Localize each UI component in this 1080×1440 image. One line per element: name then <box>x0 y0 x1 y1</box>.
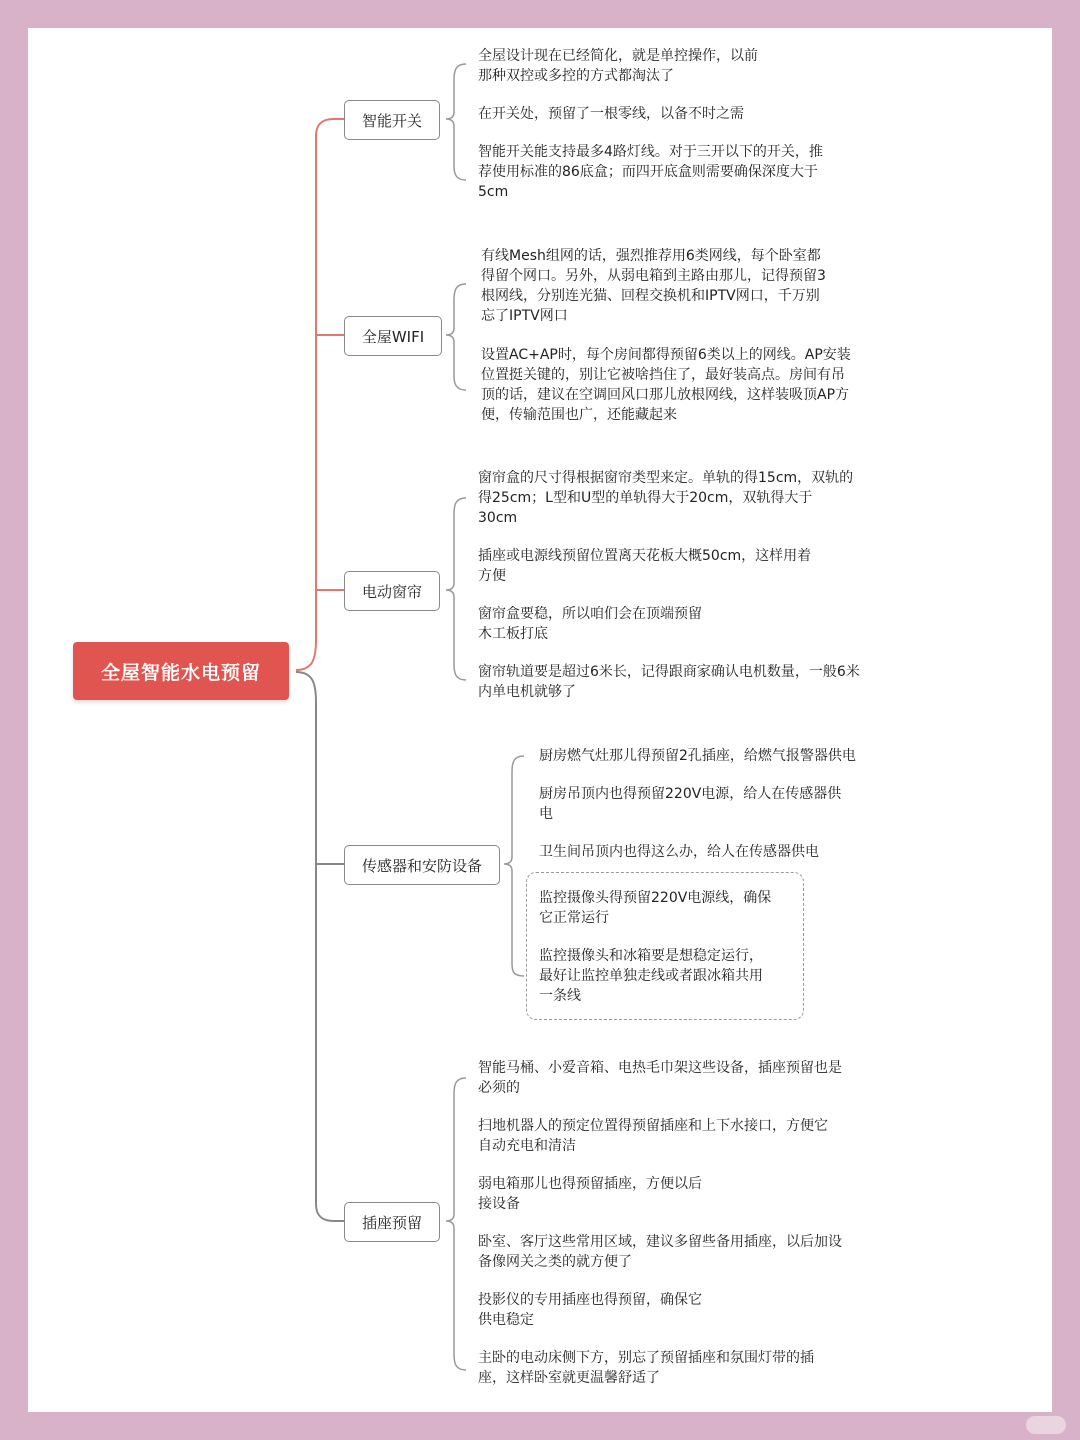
leaf-item: 投影仪的专用插座也得预留，确保它 供电稳定 <box>478 1292 702 1328</box>
leaf-item: 主卧的电动床侧下方，别忘了预留插座和氛围灯带的插 座，这样卧室就更温馨舒适了 <box>478 1350 814 1386</box>
leaf-item: 全屋设计现在已经简化，就是单控操作，以前 那种双控或多控的方式都淘汰了 <box>478 48 758 84</box>
leaf-item: 有线Mesh组网的话，强烈推荐用6类网线，每个卧室都 得留个网口。另外，从弱电箱到主路由那儿，记得预留3 根网线，分别连光猫、回程交换机和IPTV网口，千万别 忘了IPTV网口 <box>481 248 826 324</box>
leaf-item: 智能马桶、小爱音箱、电热毛巾架这些设备，插座预留也是 必须的 <box>478 1060 842 1096</box>
bracket-socket <box>446 1078 466 1370</box>
bracket-sensor <box>504 756 524 976</box>
leaf-item: 厨房燃气灶那儿得预留2孔插座，给燃气报警器供电 <box>539 748 856 764</box>
branch-sensors-security[interactable]: 传感器和安防设备 <box>344 845 500 885</box>
leaf-item: 厨房吊顶内也得预留220V电源，给人在传感器供 电 <box>539 786 842 822</box>
leaf-item: 窗帘盒要稳，所以咱们会在顶端预留 木工板打底 <box>478 606 702 642</box>
leaf-item: 扫地机器人的预定位置得预留插座和上下水接口，方便它 自动充电和清洁 <box>478 1118 828 1154</box>
bracket-wifi <box>446 284 466 390</box>
leaf-item: 设置AC+AP时，每个房间都得预留6类以上的网线。AP安装 位置挺关键的，别让它被啥挡住了，最好装高点。房间有吊 顶的话，建议在空调回风口那儿放根网线，这样装吸顶AP方 便，传输范围也广，还能藏起来 <box>481 347 851 423</box>
root-node[interactable]: 全屋智能水电预留 <box>73 642 289 700</box>
leaf-item: 弱电箱那儿也得预留插座，方便以后 接设备 <box>478 1176 702 1212</box>
watermark-badge <box>1026 1416 1066 1434</box>
leaf-item: 窗帘盒的尺寸得根据窗帘类型来定。单轨的得15cm，双轨的 得25cm；L型和U型的单轨得大于20cm，双轨得大于 30cm <box>478 470 854 526</box>
leaf-item: 在开关处，预留了一根零线，以备不时之需 <box>478 106 744 122</box>
branch-smart-switch[interactable]: 智能开关 <box>344 100 440 140</box>
leaf-item: 卫生间吊顶内也得这么办，给人在传感器供电 <box>539 844 819 860</box>
link-root-sensor <box>296 672 344 1221</box>
branch-whole-house-wifi[interactable]: 全屋WIFI <box>344 316 442 356</box>
leaf-item: 插座或电源线预留位置离天花板大概50cm，这样用着 方便 <box>478 548 812 584</box>
leaf-item: 监控摄像头得预留220V电源线，确保 它正常运行 <box>539 890 772 926</box>
leaf-item: 卧室、客厅这些常用区域，建议多留些备用插座，以后加设 备像网关之类的就方便了 <box>478 1234 842 1270</box>
leaf-item: 监控摄像头和冰箱要是想稳定运行， 最好让监控单独走线或者跟冰箱共用 一条线 <box>539 948 763 1004</box>
bracket-smart-switch <box>446 64 466 180</box>
link-root-smart-switch <box>296 119 344 670</box>
leaf-item: 智能开关能支持最多4路灯线。对于三开以下的开关，推 荐使用标准的86底盒；而四开底盒则需要确保深度大于 5cm <box>478 144 823 200</box>
leaf-item: 窗帘轨道要是超过6米长，记得跟商家确认电机数量，一般6米 内单电机就够了 <box>478 664 860 700</box>
branch-socket-reservation[interactable]: 插座预留 <box>344 1202 440 1242</box>
branch-electric-curtain[interactable]: 电动窗帘 <box>344 571 440 611</box>
bracket-curtain <box>446 498 466 680</box>
